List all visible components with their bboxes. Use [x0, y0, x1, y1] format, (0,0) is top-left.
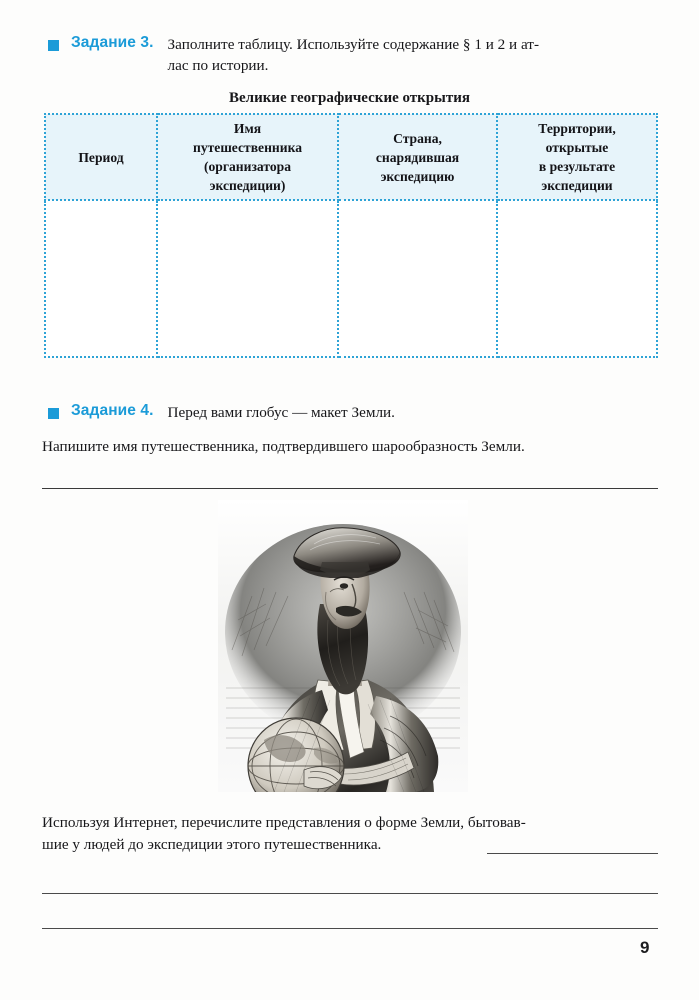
header-line: экспедиции) — [209, 178, 286, 193]
header-line: (организатора — [203, 159, 292, 174]
table-row — [45, 200, 657, 357]
header-line: в результате — [538, 159, 616, 174]
task-4-label: Задание 4. — [71, 402, 154, 419]
header-line: Период — [78, 149, 124, 165]
task-4-heading — [48, 402, 660, 423]
task-4-followup-line-1: Используя Интернет, перечислите представления о форме Земли, бытовав- — [42, 814, 526, 831]
separator-rule-top — [42, 488, 658, 489]
header-line: Страна, — [393, 130, 442, 146]
task-3-heading — [48, 34, 660, 76]
table-cell-territories[interactable] — [497, 200, 657, 357]
table-header-territories — [497, 114, 657, 200]
header-line: экспедицию — [380, 168, 455, 184]
table-title: Великие географические открытия — [228, 90, 470, 106]
page-number: 9 — [640, 938, 650, 957]
task-4-text: Перед вами глобус — макет Земли. — [167, 404, 395, 421]
table-header-traveler-name — [157, 114, 338, 200]
great-discoveries-table — [44, 113, 658, 358]
task-3-text-line-1: Заполните таблицу. Используйте содержание § 1 и 2 и ат- — [167, 36, 539, 53]
answer-line-2[interactable] — [42, 928, 658, 929]
task-3-label: Задание 3. — [71, 34, 154, 51]
table-cell-period[interactable] — [45, 200, 157, 357]
square-bullet-icon — [48, 40, 59, 51]
task-4-followup-line-2: шие у людей до экспедиции этого путешественника. — [42, 836, 382, 853]
table-cell-traveler-name[interactable] — [157, 200, 338, 357]
header-line: путешественника — [192, 140, 303, 155]
header-line: Имя — [233, 121, 262, 136]
header-line: снарядившая — [375, 149, 460, 165]
header-line: открытые — [545, 140, 609, 155]
task-3-text — [168, 34, 600, 76]
illustration-navigator-with-globe — [218, 500, 468, 792]
engraving-svg — [218, 500, 468, 792]
table-header-country — [338, 114, 497, 200]
table-header-period — [45, 114, 157, 200]
header-line: экспедиции — [541, 178, 613, 193]
answer-line-inline[interactable] — [487, 853, 658, 854]
task-4-prompt: Напишите имя путешественника, подтвердившего шарообразность Земли. — [42, 438, 525, 455]
table-cell-country[interactable] — [338, 200, 497, 357]
task-3-text-line-2: лас по истории. — [167, 57, 269, 74]
square-bullet-icon — [48, 408, 59, 419]
table-header-row — [45, 114, 657, 200]
header-line: Территории, — [538, 121, 616, 136]
answer-line-1[interactable] — [42, 893, 658, 894]
